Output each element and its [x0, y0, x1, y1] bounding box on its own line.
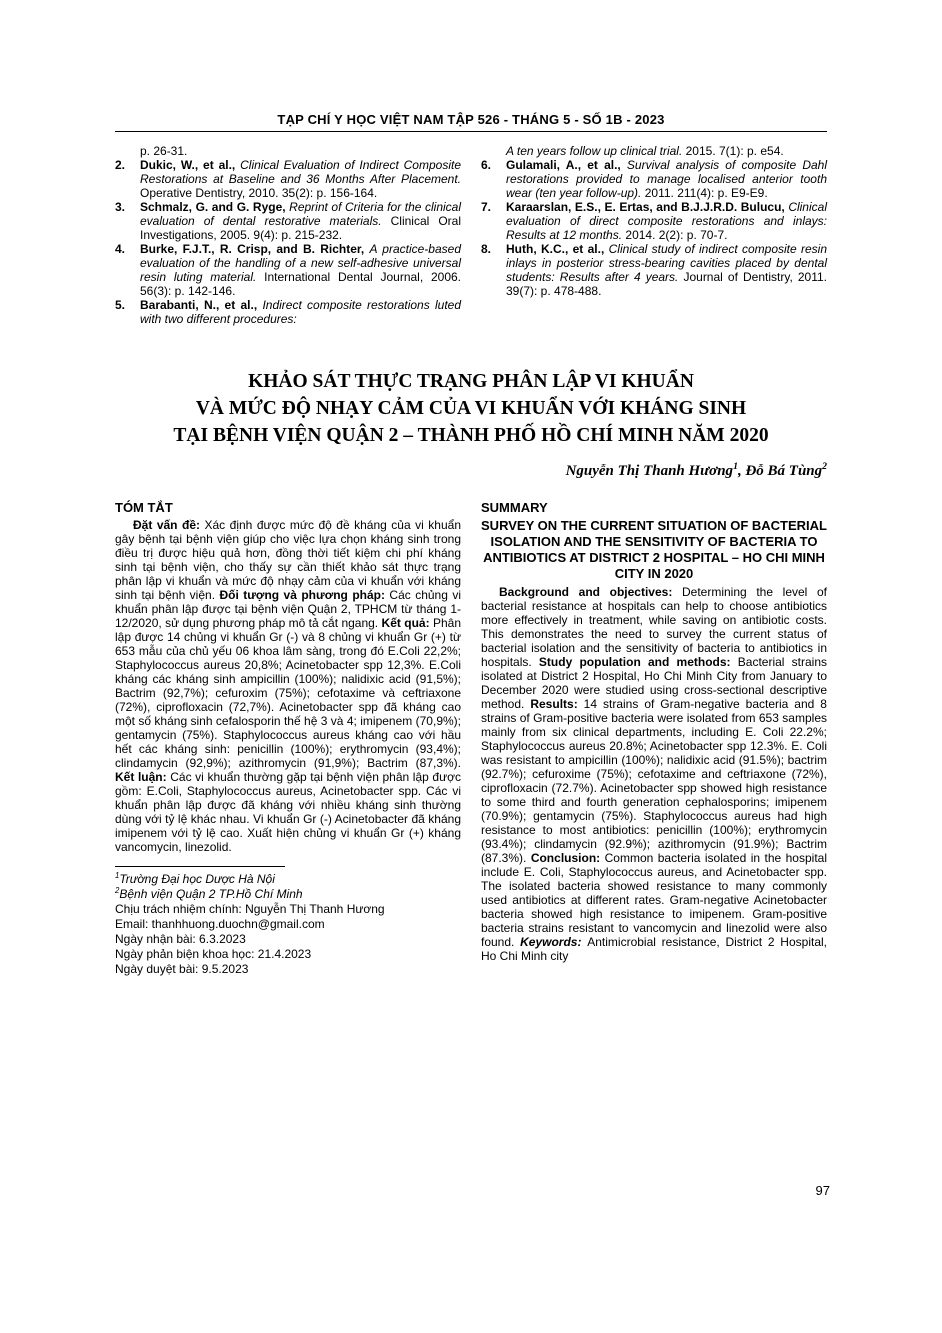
reference-continuation: A ten years follow up clinical trial. 2015. 7(1): p. e54. [506, 144, 784, 158]
page-number: 97 [815, 1183, 830, 1198]
abstract-en-column [481, 500, 827, 977]
reference-item-3: 3. Schmalz, G. and G. Ryge, Reprint of Criteria for the clinical evaluation of dental restorative materials. Clinical Oral Investigations, 2005. 9(4): p. 215-232. [115, 200, 461, 242]
abstract-vi-column [115, 500, 461, 977]
reference-item-4: 4. Burke, F.J.T., R. Crisp, and B. Richter, A practice-based evaluation of the handling of a new self-adhesive universal resin luting material. International Dental Journal, 2006. 56(3): p. 142-146. [115, 242, 461, 298]
reference-item-6: 6. Gulamali, A., et al., Survival analysis of composite Dahl restorations provided to manage localised anterior tooth wear (ten year follow-up). 2011. 211(4): p. E9-E9. [481, 158, 827, 200]
footnote-corresponding-author: Chịu trách nhiệm chính: Nguyễn Thị Thanh Hương [115, 902, 385, 916]
tom-tat-heading: TÓM TẮT [115, 500, 173, 515]
article-title [115, 368, 827, 449]
footnotes-section [115, 866, 461, 977]
article-title-line-2: VÀ MỨC ĐỘ NHẠY CẢM CỦA VI KHUẨN VỚI KHÁNG SINH [195, 398, 747, 419]
article-title-line-3: TẠI BỆNH VIỆN QUẬN 2 – THÀNH PHỐ HỒ CHÍ MINH NĂM 2020 [173, 425, 769, 446]
footnote-accepted-date: Ngày duyệt bài: 9.5.2023 [115, 962, 249, 976]
reference-item-7: 7. Karaarslan, E.S., E. Ertas, and B.J.J.R.D. Bulucu, Clinical evaluation of direct composite restorations and inlays: Results at 12 months. 2014. 2(2): p. 70-7. [481, 200, 827, 242]
reference-item-5: 5. Barabanti, N., et al., Indirect composite restorations luted with two different procedures: [115, 298, 461, 326]
summary-title: SURVEY ON THE CURRENT SITUATION OF BACTERIAL ISOLATION AND THE SENSITIVITY OF BACTERIA TO ANTIBIOTICS AT DISTRICT 2 HOSPITAL – HO CHI MINH CITY IN 2020 [481, 518, 827, 581]
reference-item-8: 8. Huth, K.C., et al., Clinical study of indirect composite resin inlays in posterior stress-bearing cavities placed by dental students: Results after 4 years. Journal of Dentistry, 2011. 39(7): p. 478-488. [481, 242, 828, 298]
authors-line: Nguyễn Thị Thanh Hương$^1$, Đỗ Bá Tùng$^2$ [565, 461, 827, 479]
article-title-line-1: KHẢO SÁT THỰC TRẠNG PHÂN LẬP VI KHUẨN [248, 371, 694, 392]
footnote-email: Email: thanhhuong.duochn@gmail.com [115, 917, 325, 931]
reference-item-2: 2. Dukic, W., et al., Clinical Evaluation of Indirect Composite Restorations at Baseline and 36 Months After Placement. Operative Dentistry, 2010. 35(2): p. 156-164. [115, 158, 461, 200]
abstract-vi-text: Đặt vấn đề: Xác định được mức độ đề kháng của vi khuẩn gây bệnh tại bệnh viện giúp cho việc lựa chọn kháng sinh trong điều trị được hiệu quả hơn, đồng thời tiết kiệm chi phí kháng sinh tại bệnh viện, cho thấy sự cần thiết khảo sát thực trạng phân lập vi khuẩn và mức độ nhạy cảm của vi khuẩn với kháng sinh tại bệnh viện. Đối tượng và phương pháp: Các chủng vi khuẩn phân lập được tại bệnh viện Quận 2, TPHCM từ tháng 1-12/2020, sử dụng phương pháp mô tả cắt ngang. Kết quả: Phân lập được 14 chủng vi khuẩn Gr (-) và 8 chủng vi khuẩn Gr (+) từ 653 mẫu của chủ yếu 06 khoa lâm sàng, trong đó E.Coli 22,2%; Staphylococcus aureus 20,8%; Acinetobacter spp 12,3%. E.Coli kháng các kháng sinh ampicillin (100%); nalidixic acid (91,5%); Bactrim (92,7%); cefuroxim (75%); cefotaxime và ceftriaxone (72%), ciprofloxacin (72,7%). Acinetobacter spp đã kháng cao một số kháng sinh cefalosporin thế hệ 3 và 4; imipenem (70,9%); gentamycin (75%). Staphylococcus aureus kháng cao với hầu hết các kháng sinh: penicillin (100%); erythromycin (93,4%); clindamycin (92,9%); azithromycin (91,9%); Bactrim (87,3%). Kết luận: Các vi khuẩn thường gặp tại bệnh viện phân lập được gồm: E.Coli, Staphylococcus aureus, Acinetobacter spp. Các vi khuẩn phân lập được đã kháng với nhiều kháng sinh thường dùng với tỷ lệ khác nhau. Vi khuẩn Gr (-) Acinetobacter đã kháng imipenem với tỷ lệ cao. Xuất hiện chủng vi khuẩn Gr (+) kháng vancomycin, linezolid. [115, 518, 462, 854]
abstract-columns [115, 500, 827, 977]
footnote-separator [115, 866, 285, 867]
journal-header: TẠP CHÍ Y HỌC VIỆT NAM TẬP 526 - THÁNG 5 - SỐ 1B - 2023 [115, 112, 827, 132]
references-left-column [115, 144, 461, 326]
footnote-affiliation-2: $^2$Bệnh viện Quận 2 TP.Hồ Chí Minh [115, 886, 303, 901]
footnote-received-date: Ngày nhận bài: 6.3.2023 [115, 932, 246, 946]
footnote-review-date: Ngày phản biện khoa học: 21.4.2023 [115, 947, 312, 961]
references-right-column [481, 144, 827, 326]
footnote-affiliation-1: $^1$Trường Đại học Dược Hà Nội [115, 871, 275, 886]
references-section [115, 144, 827, 326]
abstract-en-text: Background and objectives: Determining the level of bacterial resistance at hospitals can help to choose antibiotics more effectively in treatment, while saving on antibiotic costs. This demonstrates the need to survey the current status of bacterial isolation and the sensitivity of bacteria to antibiotics in hospitals. Study population and methods: Bacterial strains isolated at District 2 Hospital, Ho Chi Minh City from January to December 2020 were studied using cross-sectional descriptive method. Results: 14 strains of Gram-negative bacteria and 8 strains of Gram-positive bacteria were isolated from 653 samples mainly from six clinical departments, including E. Coli 22.2%; Staphylococcus aureus 20.8%; Acinetobacter spp 12.3%. E. Coli was resistant to ampicillin (100%); nalidixic acid (91.5%); bactrim (92.7%); cefuroxime (75%); cefotaxime and ceftriaxone (72%), ciprofloxacin (72.7%). Acinetobacter spp showed high resistance to some third and fourth generation cephalosporins; imipenem (70.9%); gentamycin (75%). Staphylococcus aureus had high resistance to most antibiotics: penicillin (100%); erythromycin (93.4%); clindamycin (92.9%); azithromycin (91.9%); Bactrim (87.3%). Conclusion: Common bacteria isolated in the hospital include E. Coli, Staphylococcus aureus, and Acinetobacter spp. The isolated bacteria showed resistance to many commonly used antibiotics at different rates. Gram-negative Acinetobacter bacteria showed high resistance to imipenem. Gram-positive bacteria strains resistant to vancomycin and linezolid were also found. Keywords: Antimicrobial resistance, District 2 Hospital, Ho Chi Minh city [481, 585, 828, 963]
page-content [115, 112, 827, 977]
summary-heading: SUMMARY [481, 500, 548, 515]
reference-continuation: p. 26-31. [140, 144, 188, 158]
